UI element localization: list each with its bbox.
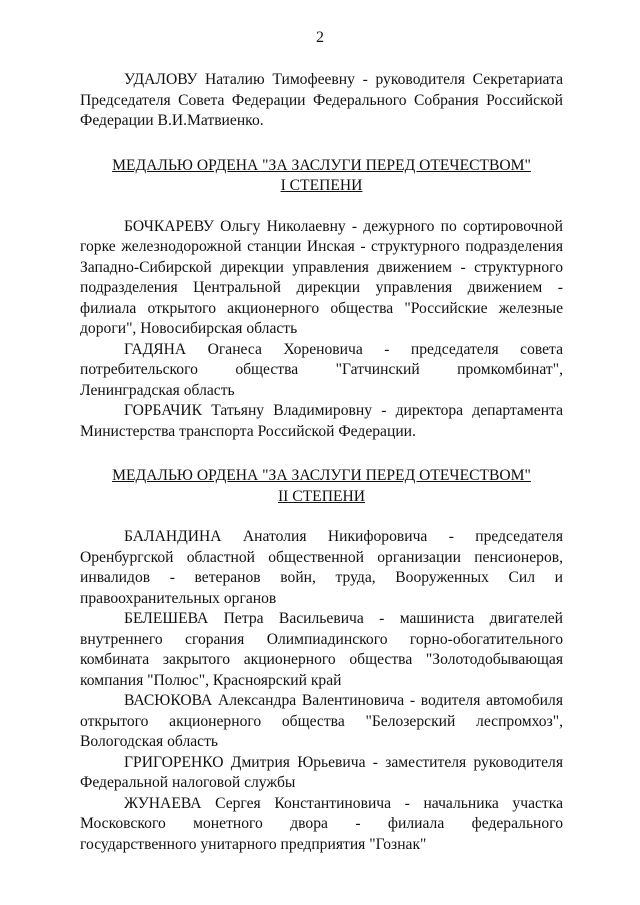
award-entry: УДАЛОВУ Наталию Тимофеевну - руководителя Секретариата Председателя Совета Федерации Федерального Собрания Российской Федерации В.И.Матвиенко. (80, 71, 563, 129)
award-heading-degree: I СТЕПЕНИ (280, 177, 363, 194)
award-entry: ЖУНАЕВА Сергея Константиновича - начальника участка Московского монетного двора - филиала федерального государственного унитарного предприятия "Гознак" (80, 794, 563, 853)
award-entry: БЕЛЕШЕВА Петра Васильевича - машиниста двигателей внутреннего сгорания Олимпиадинского горно-обогатительного комбината закрытого акционерного общества "Золотодобывающая компания "Полюс", Красноярский край (80, 610, 563, 689)
award-heading-title: МЕДАЛЬЮ ОРДЕНА "ЗА ЗАСЛУГИ ПЕРЕД ОТЕЧЕСТВОМ" (112, 156, 531, 174)
award-entry: ГОРБАЧИК Татьяну Владимировну - директора департамента Министерства транспорта Российской Федерации. (80, 402, 563, 440)
award-heading-title: МЕДАЛЬЮ ОРДЕНА "ЗА ЗАСЛУГИ ПЕРЕД ОТЕЧЕСТВОМ" (112, 467, 531, 484)
award-entry: ВАСЮКОВА Александра Валентиновича - водителя автомобиля открытого акционерного общества "Белозерский леспромхоз", Вологодская область (80, 692, 563, 750)
award-section-heading (80, 466, 563, 507)
page-number: 2 (316, 29, 324, 46)
award-entry: ГАДЯНА Оганеса Хореновича - председателя совета потребительского общества "Гатчинский промкомбинат", Ленинградская область (80, 340, 563, 399)
document-body (80, 70, 563, 855)
award-heading-degree: II СТЕПЕНИ (277, 487, 366, 505)
award-entry: ГРИГОРЕНКО Дмитрия Юрьевича - заместителя руководителя Федеральной налоговой службы (80, 753, 563, 791)
award-entry: БОЧКАРЕВУ Ольгу Николаевну - дежурного по сортировочной горке железнодорожной станции Инская - структурного подразделения Западно-Сибирской дирекции управления движением - структурного подразделения Центральной дирекции управления движением - филиала открытого акционерного общества "Российские железные дороги", Новосибирская область (80, 217, 563, 337)
award-entry: БАЛАНДИНА Анатолия Никифоровича - председателя Оренбургской областной общественной организации пенсионеров, инвалидов - ветеранов войн, труда, Вооруженных Сил и правоохранительных органов (80, 528, 563, 607)
award-section-heading (80, 156, 563, 197)
